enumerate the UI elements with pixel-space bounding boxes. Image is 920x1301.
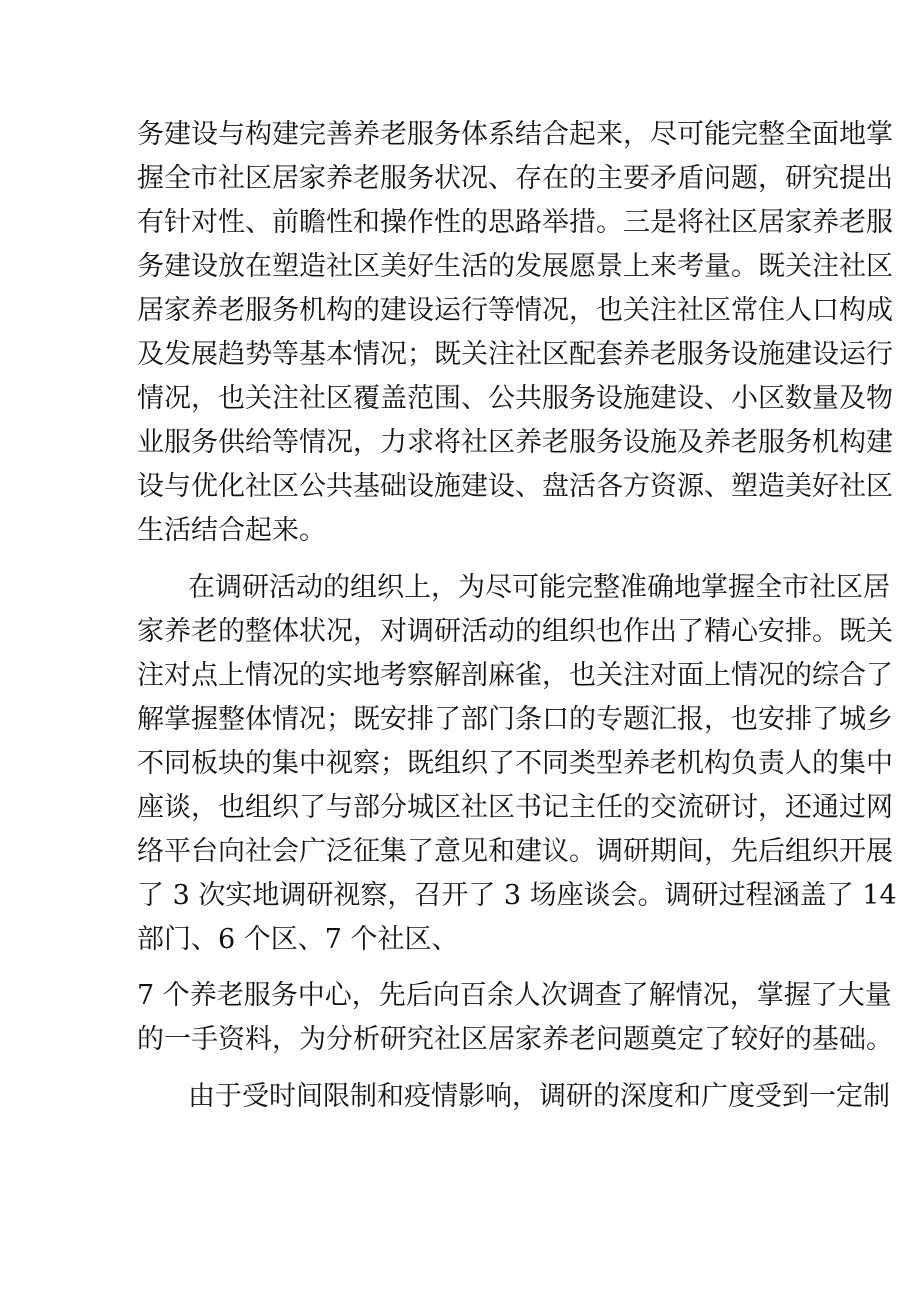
paragraph-start-line: 由于受时间限制和疫情影响，调研的深度和广度受到一定制 — [188, 1081, 890, 1112]
text-line: 设与优化社区公共基础设施建设、盘活各方资源、塑造美好社区 — [137, 471, 893, 502]
text-line: 业服务供给等情况，力求将社区养老服务设施及养老服务机构建 — [137, 427, 893, 458]
text-line: 握全市社区居家养老服务状况、存在的主要矛盾问题，研究提出 — [137, 163, 893, 194]
text-line: 络平台向社会广泛征集了意见和建议。调研期间，先后组织开展 — [137, 836, 893, 867]
text-line: 了 3 次实地调研视察，召开了 3 场座谈会。调研过程涵盖了 14 — [137, 880, 897, 911]
text-line: 家养老的整体状况，对调研活动的组织也作出了精心安排。既关 — [137, 616, 893, 647]
text-line: 注对点上情况的实地考察解剖麻雀，也关注对面上情况的综合了 — [137, 660, 893, 691]
text-line: 的一手资料，为分析研究社区居家养老问题奠定了较好的基础。 — [137, 1024, 893, 1055]
text-line: 不同板块的集中视察；既组织了不同类型养老机构负责人的集中 — [137, 748, 893, 779]
text-line: 7 个养老服务中心，先后向百余人次调查了解情况，掌握了大量 — [137, 980, 892, 1011]
text-line: 务建设与构建完善养老服务体系结合起来，尽可能完整全面地掌 — [137, 119, 893, 150]
text-line: 生活结合起来。 — [137, 515, 326, 546]
text-line: 务建设放在塑造社区美好生活的发展愿景上来考量。既关注社区 — [137, 251, 893, 282]
text-line: 解掌握整体情况；既安排了部门条口的专题汇报，也安排了城乡 — [137, 704, 893, 735]
text-line: 及发展趋势等基本情况；既关注社区配套养老服务设施建设运行 — [137, 339, 893, 370]
text-line: 部门、6 个区、7 个社区、 — [137, 924, 459, 955]
text-line: 居家养老服务机构的建设运行等情况，也关注社区常住人口构成 — [137, 295, 893, 326]
text-line: 情况，也关注社区覆盖范围、公共服务设施建设、小区数量及物 — [137, 383, 893, 414]
text-line: 有针对性、前瞻性和操作性的思路举措。三是将社区居家养老服 — [137, 207, 893, 238]
text-line: 座谈，也组织了与部分城区社区书记主任的交流研讨，还通过网 — [137, 792, 893, 823]
paragraph-start-line: 在调研活动的组织上，为尽可能完整准确地掌握全市社区居 — [188, 572, 890, 603]
